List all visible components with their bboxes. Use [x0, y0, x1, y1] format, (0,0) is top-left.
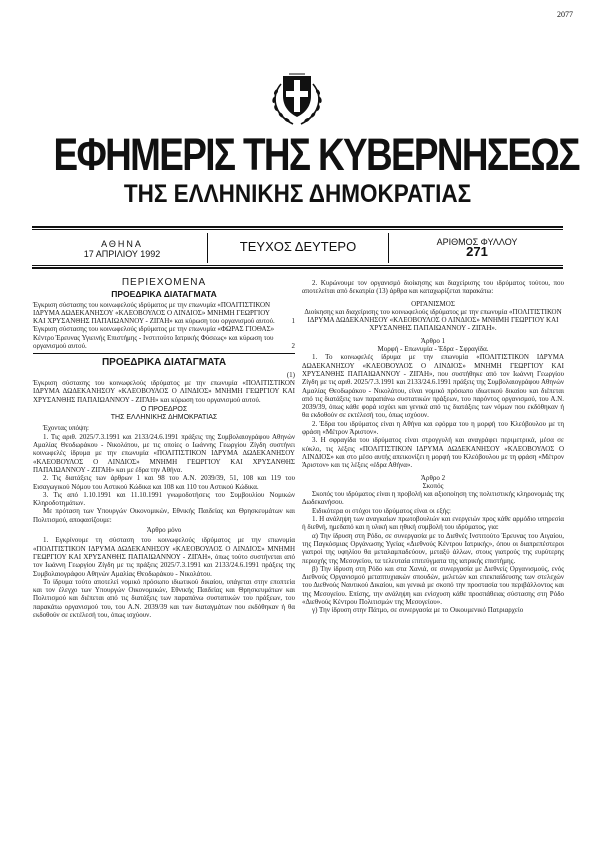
decree-title: Έγκριση σύστασης του κοινωφελούς ιδρύματος με την επωνυμία «ΠΟΛΙΤΙΣΤΙΚΟΝ ΙΔΡΥΜΑ ΔΩΔΕΚΑΝΗΣΟΥ «ΚΛΕΟΒΟΥΛΟΣ Ο ΛΙΝΔΙΟΣ» ΜΝΗΜΗ ΓΕΩΡΓΙΟΥ ΚΑΙ ΧΡΥΣΑΝΘΗΣ ΠΑΠΑΙΩΑΝΝΟΥ - ΖΙΓΑΗ» και κύρωση του οργανισμού αυτού.: [33, 378, 295, 404]
article-paragraph: Το ίδρυμα τούτο αποτελεί νομικό πρόσωπο ιδιωτικού δικαίου, υπάγεται στην εποπτεία και τον έλεγχο των Υπουργών Οικονομικών, Εθνικής Παιδείας και Θρησκευμάτων και Πολιτισμού και διέπεται από τις διατάξεις των παραπάνω συστατικών του πράξεων, του παρακάτω οργανισμού του, του Α.Ν. 2039/39 και των διαταγμάτων που εκδόθηκαν ή θα εκδοθούν σε εκτέλεσή του, όπως ισχύουν.: [33, 577, 295, 619]
masthead-top-rule: [32, 226, 563, 228]
article-paragraph: α) Την ίδρυση στη Ρόδο, σε συνεργασία με το Διεθνές Ινστιτούτο Έρευνας του Αιγαίου, της Παγκόσμιας Οργάνωσης Υγείας «Διεθνούς Κέντρου Ιατρικής», όπου οι διαπρεπέστεροι γιατροί της υφηλίου θα μεταλαμπαδεύουν, μεταξύ άλλων, στους γιατρούς της ευρύτερης περιοχής της Μεσογείου, τα τελευταία επιτεύγματα της ιατρικής επιστήμης.: [302, 531, 564, 565]
article-1-heading: Άρθρο 1: [420, 336, 446, 345]
issue-sheet-number: 271: [466, 244, 488, 259]
section-heading: ΠΡΟΕΔΡΙΚΑ ΔΙΑΤΑΓΜΑΤΑ: [101, 357, 227, 369]
masthead-top-rule-thin: [32, 229, 563, 230]
left-column: [33, 279, 295, 619]
article-paragraph: 1. Εγκρίνουμε τη σύσταση του κοινωφελούς ιδρύματος με την επωνυμία «ΠΟΛΙΤΙΣΤΙΚΟΝ ΙΔΡΥΜΑ ΔΩΔΕΚΑΝΗΣΟΥ «ΚΛΕΟΒΟΥΛΟΣ Ο ΛΙΝΔΙΟΣ» ΜΝΗΜΗ ΓΕΩΡΓΙΟΥ ΚΑΙ ΧΡΥΣΑΝΘΗΣ ΠΑΠΑΙΩΑΝΝΟΥ - ΖΙΓΑΗ», όπως τούτο συστήνεται από τον Ιωάννη Γεωργίου Ζίγδη με τις πράξεις 2025/7.3.1991 και 2133/24.6.1991 πράξεις της Συμβολαιογράφου Αθηνών Αμαλίας Θεοδωράκου - Νικολάτου.: [33, 536, 295, 578]
article-paragraph: 1. Το κοινωφελές ίδρυμα με την επωνυμία «ΠΟΛΙΤΙΣΤΙΚΟΝ ΙΔΡΥΜΑ ΔΩΔΕΚΑΝΗΣΟΥ «ΚΛΕΟΒΟΥΛΟΣ Ο ΛΙΝΔΙΟΣ» ΜΝΗΜΗ ΓΕΩΡΓΙΟΥ ΚΑΙ ΧΡΥΣΑΝΘΗΣ ΠΑΠΑΙΩΑΝΝΟΥ - ΖΙΓΑΗ», που συστήθηκε από τον Ιωάννη Γεωργίου Ζίγδη με τις αριθ. 2025/7.3.1991 και 2133/24.6.1991 πράξεις της Συμβολαιογράφου Αθηνών Αμαλίας Θεοδωράκου - Νικολάτου, είναι νομικό πρόσωπο ιδιωτικού δικαίου και διέπεται από τις διατάξεις των παραπάνω συστατικών πράξεων, του παρόντος οργανισμού, του Α.Ν. 2039/39, όπως κάθε φορά ισχύει και γενικά από τις διατάξεις των νόμων που εκδόθηκαν ή θα εκδοθούν σε εκτέλεσή του, όπως ισχύουν.: [302, 353, 564, 420]
contents-section-heading: ΠΡΟΕΔΡΙΚΑ ΔΙΑΤΑΓΜΑΤΑ: [111, 289, 217, 300]
article-paragraph: 1. Η ανάληψη των αναγκαίων πρωτοβουλιών και ενεργειών προς κάθε αρμόδιο υπηρεσία ή διεθνή, ημεδαπό και η υλική και ηθική συμβολή του ιδρύματος, για:: [302, 515, 564, 532]
masthead-bottom-rule-thin: [32, 265, 563, 266]
organisation-heading: ΟΡΓΑΝΙΣΜΟΣ: [411, 299, 455, 308]
coat-of-arms-emblem: [267, 38, 327, 130]
preamble-paragraph: 2. Τις διατάξεις των άρθρων 1 και 98 του Α.Ν. 2039/39, 51, 108 και 119 του Εισαγωγικού Νόμου του Αστικού Κώδικα και 108 και 110 του Αστικού Κώδικα.: [33, 474, 295, 491]
president-heading: Ο ΠΡΟΕΔΡΟΣ: [140, 405, 188, 413]
issue-divider-right: [388, 233, 389, 263]
article-paragraph: 3. Η σφραγίδα του ιδρύματος είναι στρογγυλή και αναγράφει περιμετρικά, μέσα σε κύκλο, τις λέξεις «ΠΟΛΙΤΙΣΤΙΚΟΝ ΙΔΡΥΜΑ ΔΩΔΕΚΑΝΗΣΟΥ «ΚΛΕΟΒΟΥΛΟΣ Ο ΛΙΝΔΙΟΣ» και στο μέσο αυτής απεικονίζει η μορφή του Κλεόβουλου με τη φράση «Μέτρον Άριστον» και τις λέξεις «έδρα Αθήνα».: [302, 436, 564, 470]
right-column: [302, 279, 564, 615]
ratification-intro: 2. Κυρώνουμε τον οργανισμό διοίκησης και διαχείρισης του ιδρύματος τούτου, που αποτελείται από δεκατρία (13) άρθρα και καταχωρίζεται παρακάτω:: [302, 279, 564, 296]
issue-city-date: [52, 239, 192, 259]
article-paragraph: 2. Έδρα του ιδρύματος είναι η Αθήνα και εφόρμα του η μορφή του Κλεόβουλου με τη φράση «Μέτρον Άριστον».: [302, 419, 564, 437]
toc-item-text: Έγκριση σύστασης του κοινωφελούς ιδρύματος με την επωνυμία «ΠΟΛΙΤΙΣΤΙΚΟΝ ΙΔΡΥΜΑ ΔΩΔΕΚΑΝΗΣΟΥ «ΚΛΕΟΒΟΥΛΟΣ Ο ΛΙΝΔΙΟΣ» ΜΝΗΜΗ ΓΕΩΡΓΙΟΥ ΚΑΙ ΧΡΥΣΑΝΘΗΣ ΠΑΠΑΙΩΑΝΝΟΥ - ΖΙΓΑΗ» και κύρωση του οργανισμού αυτού.: [33, 300, 275, 326]
toc-item-page: 2: [291, 342, 295, 351]
preamble-paragraph: 3. Τις από 1.10.1991 και 11.10.1991 γνωμοδοτήσεις του Συμβουλίου Νομικών Κληροδοτημάτων.: [33, 490, 295, 508]
issue-series: [208, 239, 388, 254]
issue-city: ΑΘΗΝΑ: [101, 239, 143, 249]
issue-date: 17 ΑΠΡΙΛΙΟΥ 1992: [83, 249, 161, 259]
page-number: 2077: [557, 10, 573, 19]
article-paragraph: β) Την ίδρυση στη Ρόδο και στα Χανιά, σε συνεργασία με Διεθνείς Οργανισμούς, ενός Διεθνούς Οργανισμού μεταπτυχιακών σπουδών, μελετών και επεκπαίδευσης των στελεχών του Διεθνούς Ναυτικού Δικαίου, και γενικά με σκοπό την προστασία του περιβάλλοντος και της Μεσογείου. Επίσης, την ανάληψη και ενίσχυση κάθε προσπάθειας σύστασης στη Ρόδο «Διεθνούς Κέντρου Πολιτισμών της Μεσογείου».: [302, 564, 564, 606]
decree-number: (1): [286, 370, 295, 379]
article-paragraph: Σκοπός του ιδρύματος είναι η προβολή και αξιοποίηση της πολιτιστικής κληρονομιάς της Δωδεκανήσου.: [302, 490, 564, 507]
issue-sheet: [402, 237, 552, 257]
issue-info-row: [32, 233, 563, 263]
preamble-paragraph: Με πρόταση των Υπουργών Οικονομικών, Εθνικής Παιδείας και Θρησκευμάτων και Πολιτισμού, αποφασίζουμε:: [33, 507, 295, 524]
article-heading: Άρθρο μόνο: [146, 526, 182, 535]
toc-item-page: 1: [291, 317, 295, 326]
preamble-paragraph: 1. Τις αριθ. 2025/7.3.1991 και 2133/24.6.1991 πράξεις της Συμβολαιογράφου Αθηνών Αμαλίας Θεοδωράκου - Νικολάτου, με τις οποίες ο Ιωάννης Γεωργίου Ζίγδη συστήνει κοινωφελές ίδρυμα με την επωνυμία «ΠΟΛΙΤΙΣΤΙΚΟΝ ΙΔΡΥΜΑ ΔΩΔΕΚΑΝΗΣΟΥ «ΚΛΕΟΒΟΥΛΟΣ Ο ΛΙΝΔΙΟΣ» ΜΝΗΜΗ ΓΕΩΡΓΙΟΥ ΚΑΙ ΧΡΥΣΑΝΘΗΣ ΠΑΠΑΙΩΑΝΝΟΥ - ΖΙΓΑΗ» και με έδρα την Αθήνα.: [33, 432, 295, 474]
section-divider: [33, 353, 295, 354]
article-2-subheading: Σκοπός: [422, 481, 444, 490]
toc-item[interactable]: [33, 325, 295, 350]
masthead-bottom-rule: [32, 267, 563, 269]
masthead-title: ΕΦΗΜΕΡΙΣ ΤΗΣ ΚΥΒΕΡΝΗΣΕΩΣ: [53, 129, 579, 180]
article-2-heading: Άρθρο 2: [420, 473, 446, 482]
toc-item[interactable]: [33, 301, 295, 326]
contents-heading: ΠΕΡΙΕΧΟΜΕΝΑ: [121, 277, 207, 288]
issue-series-label: ΤΕΥΧΟΣ ΔΕΥΤΕΡΟ: [239, 239, 357, 254]
having-regard: Έχοντας υπόψη:: [43, 424, 89, 433]
organisation-title: Διοίκησης και διαχείρισης του κοινωφελούς ιδρύματος με την επωνυμία «ΠΟΛΙΤΙΣΤΙΚΟΝ ΙΔΡΥΜΑ ΔΩΔΕΚΑΝΗΣΟΥ «ΚΛΕΟΒΟΥΛΟΣ Ο ΛΙΝΔΙΟΣ» ΜΝΗΜΗ ΓΕΩΡΓΙΟΥ ΚΑΙ ΧΡΥΣΑΝΘΗΣ ΠΑΠΑΙΩΑΝΝΟΥ - ΖΙΓΑΗ».: [304, 307, 562, 333]
president-heading-2: ΤΗΣ ΕΛΛΗΝΙΚΗΣ ΔΗΜΟΚΡΑΤΙΑΣ: [110, 414, 218, 422]
article-paragraph: γ) Την ίδρυση στην Πάτμο, σε συνεργασία με το Οικουμενικό Πατριαρχείο: [312, 606, 524, 615]
issue-sheet-label: ΑΡΙΘΜΟΣ ΦΥΛΛΟΥ: [436, 237, 518, 247]
toc-item-text: Έγκριση σύστασης του κοινωφελούς ιδρύματος με την επωνυμία «ΦΩΡΑΣ ΓΙΟΘΑΣ» Κέντρο Έρευνας Υγιεινής Επιστήμης - Ινστιτούτο Ιατρικής Φύσεως» και κύρωση του οργανισμού αυτού.: [33, 325, 275, 351]
masthead-subtitle: ΤΗΣ ΕΛΛΗΝΙΚΗΣ ΔΗΜΟΚΡΑΤΙΑΣ: [123, 180, 472, 208]
article-1-subheading: Μορφή - Επωνυμία - Έδρα - Σφραγίδα.: [377, 345, 489, 354]
article-paragraph: Ειδικότερα οι στόχοι του ιδρύματος είναι οι εξής:: [312, 506, 451, 515]
